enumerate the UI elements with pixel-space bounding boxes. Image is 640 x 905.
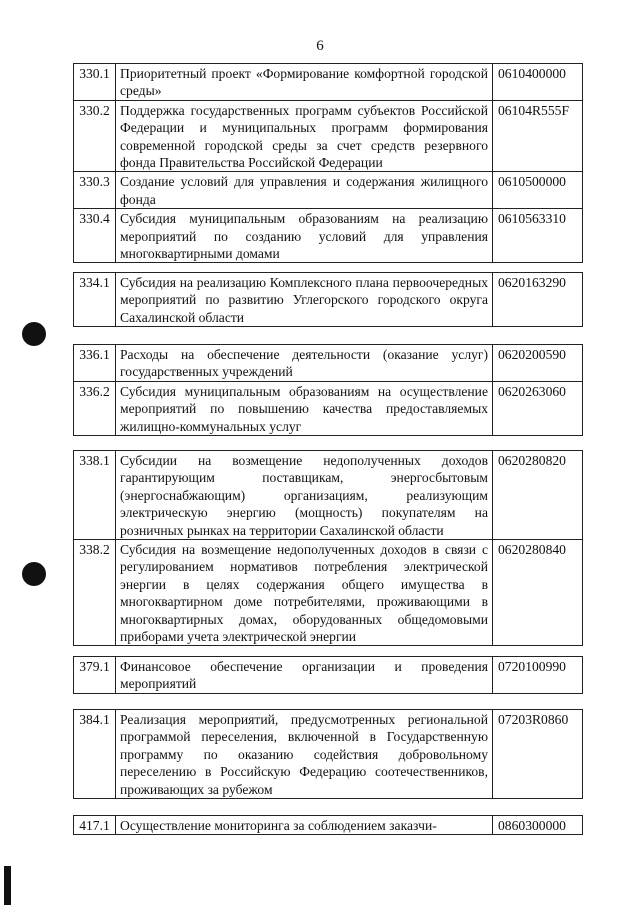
row-description: Поддержка государственных программ субъектов Российской Федерации и муниципальных программ формирования современной городской среды за счет средств резервного фонда Правительства Российской Федерации [116, 100, 493, 172]
row-description: Финансовое обеспечение организации и проведения мероприятий [116, 657, 493, 694]
row-code: 0860300000 [493, 816, 583, 835]
row-description: Субсидия на возмещение недополученных доходов в связи с регулированием нормативов потребления электрической энергии в целях содержания общего имущества в многоквартирном доме потребителями, проживающими в многоквартирных домах, оборудованных общедомовыми приборами учета электрической энергии [116, 540, 493, 646]
row-description: Приоритетный проект «Формирование комфортной городской среды» [116, 64, 493, 101]
row-number: 336.2 [74, 381, 116, 435]
row-number: 338.1 [74, 451, 116, 540]
table-row [74, 540, 583, 646]
row-code: 06104R555F [493, 100, 583, 172]
row-code: 0610500000 [493, 172, 583, 209]
punch-hole [22, 562, 46, 586]
table-block-338 [73, 450, 583, 646]
table-row [74, 451, 583, 540]
table-block-334 [73, 272, 583, 327]
table-row [74, 172, 583, 209]
table-row [74, 345, 583, 382]
table-block-417 [73, 815, 583, 835]
row-number: 330.2 [74, 100, 116, 172]
row-number: 379.1 [74, 657, 116, 694]
row-code: 0620280820 [493, 451, 583, 540]
table-block-384 [73, 709, 583, 799]
table-block-336 [73, 344, 583, 436]
row-description: Субсидии на возмещение недополученных доходов гарантирующим поставщикам, энергосбытовым (энергоснабжающим) организациям, реализующим электрическую энергию (мощность) покупателям на розничных рынках на территории Сахалинской области [116, 451, 493, 540]
table-block-330 [73, 63, 583, 263]
punch-hole [22, 322, 46, 346]
table-row [74, 273, 583, 327]
row-number: 330.3 [74, 172, 116, 209]
row-code: 0620280840 [493, 540, 583, 646]
row-code: 0720100990 [493, 657, 583, 694]
table-row [74, 710, 583, 799]
scan-edge-mark [4, 866, 11, 905]
page-number: 6 [316, 38, 324, 54]
row-code: 0620200590 [493, 345, 583, 382]
table-row [74, 209, 583, 263]
row-description: Субсидия муниципальным образованиям на реализацию мероприятий по созданию условий для управления многоквартирными домами [116, 209, 493, 263]
row-code: 07203R0860 [493, 710, 583, 799]
row-code: 0620163290 [493, 273, 583, 327]
table-row [74, 381, 583, 435]
row-code: 0620263060 [493, 381, 583, 435]
row-number: 330.4 [74, 209, 116, 263]
row-description: Создание условий для управления и содержания жилищного фонда [116, 172, 493, 209]
row-number: 338.2 [74, 540, 116, 646]
table-block-379 [73, 656, 583, 694]
row-code: 0610563310 [493, 209, 583, 263]
row-number: 417.1 [74, 816, 116, 835]
table-row [74, 100, 583, 172]
row-code: 0610400000 [493, 64, 583, 101]
row-description: Расходы на обеспечение деятельности (оказание услуг) государственных учреждений [116, 345, 493, 382]
row-number: 336.1 [74, 345, 116, 382]
row-description: Субсидия на реализацию Комплексного плана первоочередных мероприятий по развитию Углегорского городского округа Сахалинской области [116, 273, 493, 327]
row-description: Субсидия муниципальным образованиям на осуществление мероприятий по повышению качества предоставляемых жилищно-коммунальных услуг [116, 381, 493, 435]
row-number: 334.1 [74, 273, 116, 327]
row-number: 330.1 [74, 64, 116, 101]
row-number: 384.1 [74, 710, 116, 799]
row-description: Реализация мероприятий, предусмотренных региональной программой переселения, включенной в Государственную программу по оказанию содействия добровольному переселению в Российскую Федерацию соотечественников, проживающих за рубежом [116, 710, 493, 799]
table-row [74, 816, 583, 835]
table-row [74, 657, 583, 694]
table-row [74, 64, 583, 101]
row-description: Осуществление мониторинга за соблюдением заказчи- [116, 816, 493, 835]
